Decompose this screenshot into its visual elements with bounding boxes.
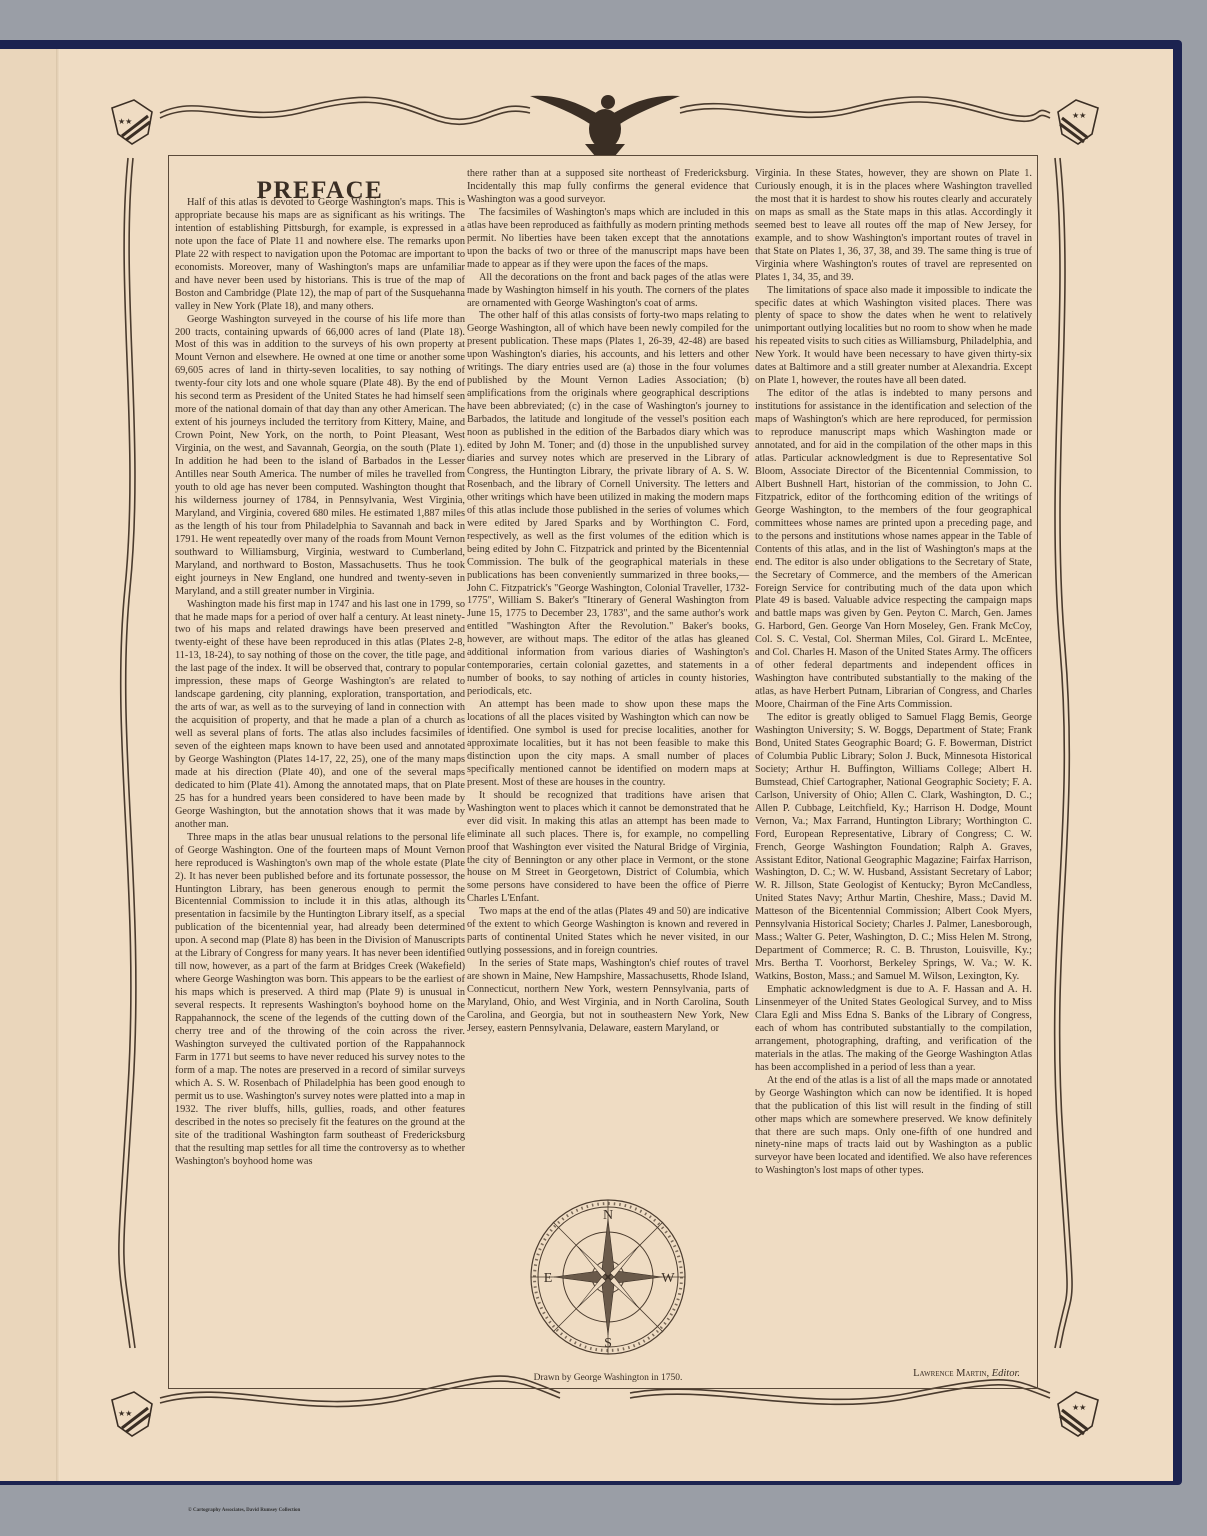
compass-north-label: N — [602, 1208, 614, 1223]
paragraph: All the decorations on the front and back pages of the atlas were made by Washington himself in his youth. The corners of the plates are ornamented with George Washington's coat of arms. — [467, 271, 749, 309]
editor-name: Lawrence Martin, — [913, 1368, 990, 1379]
compass-west-label: W — [661, 1271, 675, 1286]
eagle-emblem-icon — [530, 84, 680, 162]
paragraph: An attempt has been made to show upon these maps the locations of all the places visited by Washington which can now be identified. One symbol is used for precise localities, another for approximate localities, but it has not been feasible to make this distinction upon the city maps. A small number of places specifically mentioned cannot be identified on modern maps at present. Most of these are houses in the country. — [467, 699, 749, 788]
coat-of-arms-shield-icon — [108, 1390, 158, 1440]
paragraph: At the end of the atlas is a list of all the maps made or annotated by George Washington which can now be identified. It is hoped that the publication of this list will result in the finding of still other maps which are somewhere preserved. We know definitely that there are such maps. Only one-fifth of one hundred and ninety-nine maps of tracts laid out by Washington as a public surveyor have been located and identified. We also have references to Washington's lost maps of other types. — [755, 1074, 1032, 1177]
paragraph: Three maps in the atlas bear unusual relations to the personal life of George Washington. One of the fourteen maps of Mount Vernon here reproduced is Washington's own map of the whole estate (Plate 2). It has never been published before and its fortunate possessor, the Huntington Library, has been generous enough to permit the Bicentennial Commission to include it in this atlas, although its presentation in facsimile by the Huntington Library itself, as a special publication of the bicentennial year, had already been determined upon. A second map (Plate 8) has been in the Division of Manuscripts at the Library of Congress for many years. It has never been identified till now, however, as a part of the farm at Bridges Creek (Wakefield) where George Washington was born. This appears to be the earliest of his maps which is preserved. A third map (Plate 9) is unusual in several respects. It represents Washington's boyhood home on the Rappahannock, the scene of the legends of the cutting down of the cherry tree and of the throwing of the coin across the river. Washington surveyed the cultivated portion of the Rappahannock Farm in 1771 but seems to have never reduced his survey notes to the form of a map. The notes are preserved in a record of similar surveys which A. S. W. Rosenbach of Philadelphia has been good enough to permit us to use. Washington's survey notes were platted into a map in 1932. The river bluffs, hills, gullies, roads, and other features described in the notes so precisely fit the features on the ground at the site of the traditional Washington farm southeast of Fredericksburg that the resulting map settles for all time the controversy as to whether Washington's boyhood home was — [175, 831, 465, 1167]
compass-east-label: E — [543, 1271, 553, 1286]
paragraph: In the series of State maps, Washington's chief routes of travel are shown in Maine, New Hampshire, Massachusetts, Rhode Island, Connecticut, northern New York, western Pennsylvania, parts of Maryland, Ohio, and West Virginia, and in North Carolina, South Carolina, and Georgia, but not in southeastern New York, New Jersey, eastern Pennsylvania, Delaware, eastern Maryland, or — [467, 958, 749, 1034]
facing-page-edge — [0, 49, 56, 1481]
svg-text:★★: ★★ — [1072, 1403, 1087, 1412]
editor-signature — [755, 1368, 1020, 1379]
coat-of-arms-shield-icon — [1052, 1390, 1102, 1440]
column-2 — [467, 168, 749, 1036]
column-1 — [175, 197, 465, 1168]
paragraph: Emphatic acknowledgment is due to A. F. Hassan and A. H. Linsenmeyer of the United States Geological Survey, and to Miss Clara Egli and Miss Edna S. Banks of the Library of Congress, each of whom has contributed substantially to the compilation, arrangement, photographing, drafting, and verification of the materials in the atlas. The making of the George Washington Atlas has been accomplished in a period of less than a year. — [755, 984, 1032, 1073]
page-title: PREFACE — [256, 176, 384, 204]
paragraph: Washington made his first map in 1747 and his last one in 1799, so that he made maps for a period of over half a century. At least ninety-two of his maps and related drawings have been preserved and twenty-eight of these have been reproduced in this atlas (Plates 2-8, 11-13, 18-24), to say nothing of those on the cover, the title page, and the last page of the index. It will be observed that, contrary to popular impression, these maps of George Washington's are related to landscape gardening, city planning, exploration, transportation, and the arts of war, as well as to the surveying of land in connection with the acquisition of property, and that he made a plan of a church as well as several plans of forts. The atlas also includes facsimiles of seven of the eighteen maps known to have been used and annotated by George Washington (Plates 14-17, 22, 25), one of the many maps made at his direction (Plate 40), and one of the several maps dedicated to him (Plate 41). Among the annotated maps, that on Plate 25 has for a hundred years been considered to have been made by George Washington, but the annotation shows that it was made by another man. — [175, 598, 465, 830]
paragraph: there rather than at a supposed site northeast of Fredericksburg. Incidentally this map fully confirms the general evidence that Washington was a good surveyor. — [467, 168, 749, 205]
paragraph: Half of this atlas is devoted to George Washington's maps. This is appropriate because his maps are as significant as his writings. The intention of establishing Pittsburgh, for example, is expressed in a note upon the face of Plate 11 and nowhere else. The remarks upon Plate 22 with respect to navigation upon the Potomac are important to economists. Moreover, many of Washington's maps are unfamiliar and have never been used by historians. This is true of the map of Boston and Cambridge (Plate 12), the map of part of the Susquehanna valley in New York (Plate 18), and many others. — [175, 197, 465, 312]
coat-of-arms-shield-icon — [108, 98, 158, 148]
paragraph: It should be recognized that traditions have arisen that Washington went to places which it cannot be demonstrated that he ever did visit. In making this atlas an attempt has been made to eliminate all such places. There is, for example, no compelling proof that Washington ever visited the Natural Bridge of Virginia, the city of Bennington or any other place in Vermont, or the stone house on M Street in Georgetown, District of Columbia, which some persons have considered to have been the office of Pierre Charles L'Enfant. — [467, 789, 749, 905]
page-gutter — [56, 49, 60, 1481]
svg-text:★★: ★★ — [118, 1409, 133, 1418]
figure-caption: Drawn by George Washington in 1750. — [533, 1373, 683, 1383]
svg-text:★★: ★★ — [118, 117, 133, 126]
editor-role: Editor. — [991, 1368, 1020, 1379]
svg-text:★★: ★★ — [1072, 111, 1087, 120]
compass-south-label: S — [604, 1336, 612, 1351]
paragraph: The limitations of space also made it impossible to indicate the specific dates at which Washington visited places. There was plenty of space to show the dates when he went to relatively unimportant outlying localities but no room to show when he made his repeated visits to such cities as Williamsburg, Philadelphia, and New York. It would have been necessary to have given thirty-six dates at Baltimore and a still greater number at Alexandria. Except on Plate 1, however, the routes have all been dated. — [755, 284, 1032, 387]
paragraph: Virginia. In these States, however, they are shown on Plate 1. Curiously enough, it is in the places where Washington travelled the most that it is hardest to show his routes clearly and accurately on maps as small as the State maps in this atlas. Accordingly it seemed best to leave all routes off the map of New Jersey, for example, and to show Washington's important routes of travel in that State on Plates 1, 36, 37, 38, and 39. The same thing is true of Virginia where Washington's routes of travel are represented on Plates 1, 34, 35, and 39. — [755, 168, 1032, 283]
paragraph: Two maps at the end of the atlas (Plates 49 and 50) are indicative of the extent to which George Washington is known and revered in parts of continental United States which he never visited, in our outlying possessions, and in foreign countries. — [467, 906, 749, 957]
compass-rose-figure — [528, 1197, 688, 1357]
paragraph: The other half of this atlas consists of forty-two maps relating to George Washington, all of which have been newly compiled for the present publication. These maps (Plates 1, 26-39, 42-48) are based upon Washington's diaries, his accounts, and his letters and other writings. The diary entries used are (a) those in the four volumes published by the Mount Vernon Ladies Association; (b) amplifications from the originals where geographical descriptions have been abbreviated; (c) in the case of Washington's journey to Barbados, the latitude and longitude of the vessel's position each noon as published in the edition of the Barbados diary which was edited by John M. Toner; and (d) those in the unpublished survey diaries and survey notes which are preserved in the Library of Congress, the Huntington Library, the private library of A. S. W. Rosenbach, and the library of Cornell University. The letters and other writings which have been utilized in making the modern maps of this atlas include those published in the series of volumes which were edited by Jared Sparks and by Worthington C. Ford, respectively, as well as the first volumes of the edition which is being edited by John C. Fitzpatrick and printed by the Bicentennial Commission. The bulk of the geographical materials in these publications has been conveniently summarized in three books,—John C. Fitzpatrick's "George Washington, Colonial Traveller, 1732-1775", William S. Baker's "Itinerary of General Washington from June 15, 1775 to December 23, 1783", and the same author's work entitled "Washington After the Revolution." Baker's books, however, are without maps. The editor of the atlas has gleaned additional information from various diaries of Washington's contemporaries, certain colonial gazettes, and statements in a number of books, to say nothing of articles in county histories, periodicals, etc. — [467, 310, 749, 698]
paragraph: The facsimiles of Washington's maps which are included in this atlas have been reproduced as faithfully as modern printing methods permit. No liberties have been taken except that the annotations upon the backs of two or three of the manuscript maps have been made to appear as if they were upon the faces of the maps. — [467, 206, 749, 270]
collection-credit: © Cartography Associates, David Rumsey Collection — [188, 1508, 301, 1513]
paragraph: George Washington surveyed in the course of his life more than 200 tracts, containing upwards of 66,000 acres of land (Plate 18). Most of this was in addition to the surveys of his own property at Mount Vernon and elsewhere. He owned at one time or another some 69,605 acres of land in thirty-seven localities, to say nothing of twenty-four city lots and one whole square (Plate 48). By the end of his second term as President of the United States he had himself seen more of the national domain of that day than any other American. The extent of his journeys included the territory from Kittery, Maine, and Crown Point, New York, on the north, to Point Pleasant, West Virginia, on the west, and Savannah, Georgia, on the south (Plate 1). In addition he had been to the island of Barbados in the Lesser Antilles near South America. The number of miles he travelled from youth to old age has never been computed. Washington thought that his wilderness journey of 1784, in Pennsylvania, West Virginia, Maryland, and Virginia, covered 680 miles. He estimated 1,887 miles as the length of his tour from Philadelphia to Savannah and back in 1791. He went repeatedly over many of the roads from Mount Vernon southward to Williamsburg, Virginia, westward to Cumberland, Maryland, and northward to Boston, Massachusetts. Thus he took eight journeys in New England, one hundred and twenty-seven in Maryland, and a still greater number in Virginia. — [175, 313, 465, 597]
column-3 — [755, 168, 1032, 1178]
paragraph: The editor is greatly obliged to Samuel Flagg Bemis, George Washington University; S. W. Boggs, Department of State; Frank Bond, United States Geographic Board; G. F. Bowerman, District of Columbia Public Library; Solon J. Buck, Minnesota Historical Society; Arthur H. Buffington, Williams College; Albert H. Bumstead, Chief Cartographer, National Geographic Society; F. A. Carlson, University of Ohio; Allen C. Clark, Washington, D. C.; Allen P. Cubbage, Leitchfield, Ky.; Harrison H. Dodge, Mount Vernon, Va.; Max Farrand, Huntington Library; Worthington C. Ford, European Representative, Library of Congress; C. W. French, George Washington Foundation; Ralph A. Graves, Assistant Editor, National Geographic Magazine; Fairfax Harrison, Washington, D. C.; W. W. Husband, Assistant Secretary of Labor; W. R. Jillson, State Geologist of Kentucky; Byron McCandless, United States Navy; Arthur Martin, Cheshire, Mass.; David M. Matteson of the Bicentennial Commission; Albert Cook Myers, Pennsylvania Historical Society; Charles J. Palmer, Lanesborough, Mass.; Walter G. Peter, Washington, D. C.; Miss Helen M. Strong, Department of Commerce; R. C. B. Thruston, Louisville, Ky.; Mrs. Bertha T. Voorhorst, Berkeley Springs, W. Va.; W. K. Watkins, Boston, Mass.; and Samuel M. Wilson, Lexington, Ky. — [755, 712, 1032, 983]
coat-of-arms-shield-icon — [1052, 98, 1102, 148]
paragraph: The editor of the atlas is indebted to many persons and institutions for assistance in the identification and selection of the maps of Washington's which are here reproduced, for permission to reproduce manuscript maps which Washington made or annotated, and for aid in the compilation of the other maps in this atlas. Particular acknowledgment is due to Representative Sol Bloom, Associate Director of the Bicentennial Commission, to Albert Bushnell Hart, historian of the commission, to John C. Fitzpatrick, editor of the forthcoming edition of the writings of George Washington, to the members of the four geographical committees whose names are printed upon a preceding page, and to the persons and institutions whose names appear in the Table of Contents of this atlas, and in the list of Washington's maps at the end. The editor is also under obligations to the Secretary of State, the Secretary of Commerce, and the members of the American Foreign Service for contributing much of the data upon which Plate 49 is based. Valuable advice respecting the campaign maps and battle maps was given by Gen. Peyton C. March, Gen. James G. Harbord, Gen. George Van Horn Moseley, Gen. Frank McCoy, Col. S. C. Vestal, Col. Sherman Miles, Col. Girard L. McEntee, and Col. Charles H. Mason of the United States Army. The officers of other federal departments and independent offices in Washington have contributed substantially to the making of the atlas, as have Herbert Putnam, Librarian of Congress, and Charles Moore, Chairman of the Fine Arts Commission. — [755, 388, 1032, 711]
